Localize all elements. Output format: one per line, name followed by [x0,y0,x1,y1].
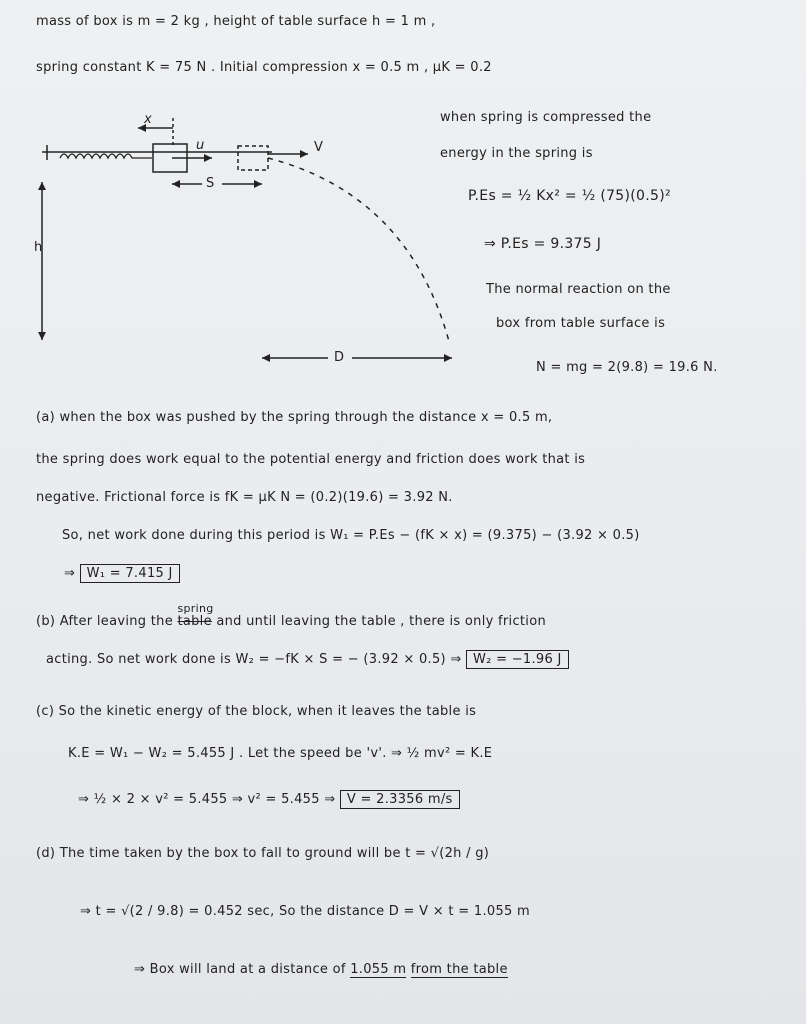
result-box-w2: W₂ = −1.96 J [466,650,569,669]
diagram-label-d: D [334,350,345,365]
part-c-line-1: (c) So the kinetic energy of the block, when it leaves the table is [36,704,477,719]
part-a-line-1: (a) when the box was pushed by the spring through the distance x = 0.5 m, [36,410,553,425]
part-d-line-2: ⇒ t = √(2 / 9.8) = 0.452 sec, So the distance D = V × t = 1.055 m [80,904,530,919]
part-c-line-2: K.E = W₁ − W₂ = 5.455 J . Let the speed be 'v'. ⇒ ½ mv² = K.E [68,746,493,761]
result-box-w1: W₁ = 7.415 J [80,564,180,583]
part-a-line-3: negative. Frictional force is fK = μK N = (0.2)(19.6) = 3.92 N. [36,490,453,505]
energy-line-3: P.Es = ½ Kx² = ½ (75)(0.5)² [468,188,671,204]
diagram-label-v: V [314,140,324,155]
part-b-line-1 [36,602,547,629]
part-d-line-3 [134,962,508,977]
result-box-v: V = 2.3356 m/s [340,790,460,809]
energy-line-2: energy in the spring is [440,146,593,161]
part-a-line-2: the spring does work equal to the potential energy and friction does work that is [36,452,586,467]
given-line-2: spring constant K = 75 N . Initial compression x = 0.5 m , μK = 0.2 [36,60,492,75]
energy-line-4: ⇒ P.Es = 9.375 J [484,236,602,252]
energy-line-7: N = mg = 2(9.8) = 19.6 N. [536,360,718,375]
diagram-label-s: S [206,176,215,191]
part-a-line-4: So, net work done during this period is W₁ = P.Es − (fK × x) = (9.375) − (3.92 × 0.5) [62,528,640,543]
arrow-icon: ⇒ [64,566,76,581]
energy-line-5: The normal reaction on the [486,282,671,297]
part-c-line-3-text: ⇒ ½ × 2 × v² = 5.455 ⇒ v² = 5.455 ⇒ [78,792,336,807]
final-answer: 1.055 m [350,962,407,977]
part-d-text-b: from the table [410,962,508,977]
part-d-text-a: ⇒ Box will land at a distance of [134,962,346,977]
struck-word: table [177,614,212,629]
given-line-1: mass of box is m = 2 kg , height of table surface h = 1 m , [36,14,436,29]
diagram-label-h: h [34,240,43,255]
correction [177,602,214,629]
part-c-line-3 [78,792,460,807]
inserted-word: spring [177,602,214,615]
diagram-label-x: x [144,112,152,127]
part-d-line-1: (d) The time taken by the box to fall to ground will be t = √(2h / g) [36,846,490,861]
part-b-text-b: and until leaving the table , there is only friction [216,614,547,629]
part-a-result-line [64,566,180,581]
part-b-line-2-text: acting. So net work done is W₂ = −fK × S = − (3.92 × 0.5) ⇒ [46,652,462,667]
part-b-text-a: (b) After leaving the [36,614,174,629]
energy-line-1: when spring is compressed the [440,110,652,125]
part-b-line-2 [46,652,569,667]
energy-line-6: box from table surface is [496,316,666,331]
diagram-label-u: u [196,138,205,153]
